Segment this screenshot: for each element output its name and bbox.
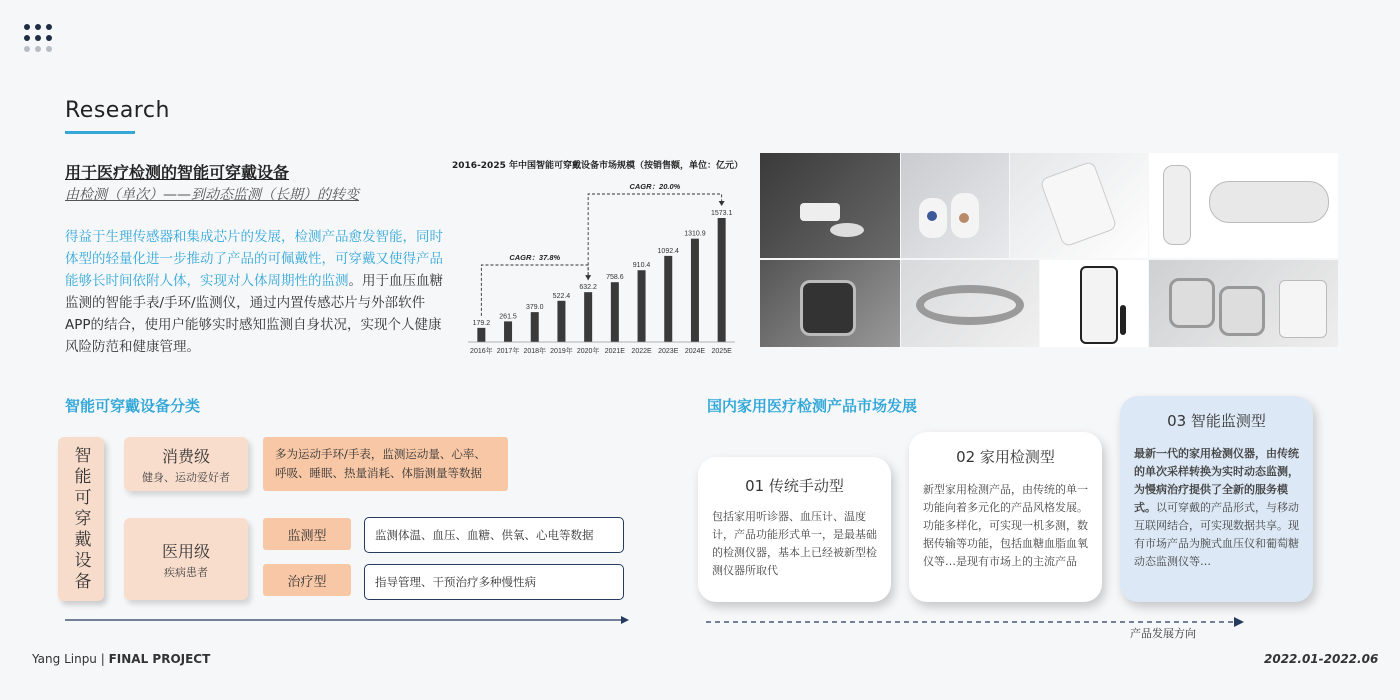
treatment-type-desc-box — [364, 564, 624, 600]
chart-value-label: 379.0 — [525, 304, 544, 312]
treatment-type-tag — [263, 564, 351, 596]
consumer-desc: 多为运动手环/手表，监测运动量、心率、呼吸、睡眠、热量消耗、体脂测量等数据 — [275, 447, 486, 480]
intro-subtitle: 由检测（单次）——到动态监测（长期）的转变 — [65, 187, 359, 203]
chart-bar — [611, 282, 619, 342]
market-heading: 国内家用医疗检测产品市场发展 — [707, 397, 918, 415]
chart-value-label: 632.2 — [579, 284, 597, 292]
chart-bar — [664, 256, 672, 342]
chart-value-label: 758.6 — [606, 274, 624, 282]
monitor-type-tag — [263, 518, 351, 550]
medical-grade-title: 医用级 — [161, 541, 210, 561]
page-title: Research — [65, 98, 170, 123]
footer-date: 2022.01-2022.06 — [1264, 652, 1379, 666]
chart-title: 2016-2025 年中国智能可穿戴设备市场规模（按销售额，单位：亿元） — [452, 161, 743, 171]
medical-grade-sub: 疾病患者 — [164, 565, 208, 579]
intro-highlight: 得益于生理传感器和集成芯片的发展，检测产品愈发智能，同时体型的轻量化进一步推动了产品的可佩戴性，可穿戴又使得产品能够长时间依附人体，实现对人体周期性的监测 — [65, 229, 443, 289]
chart-bar — [477, 328, 485, 342]
chart-bar — [584, 292, 592, 342]
chart-tick-label: 2018年 — [523, 348, 547, 355]
intro-rest: 。用于血压血糖监测的智能手表/手环/监测仪，通过内置传感芯片与外部软件APP的结合，使用户能够实时感知监测自身状况，实现个人健康风险防范和健康管理。 — [65, 273, 443, 355]
consumer-grade-box — [124, 437, 248, 491]
footer-credit: Yang Linpu | FINAL PROJECT — [32, 652, 211, 666]
chart-value-label: 179.2 — [472, 319, 491, 327]
market-card-1 — [698, 457, 891, 602]
chart-value-label: 1573.1 — [710, 210, 733, 218]
title-underline — [65, 131, 135, 134]
chart-value-label: 1310.9 — [684, 230, 706, 238]
chart-svg — [450, 158, 745, 358]
photo-headband — [901, 260, 1039, 347]
photo-phone-app — [1040, 260, 1148, 347]
product-photo-grid — [760, 153, 1338, 347]
market-card-1-title: 01 传统手动型 — [745, 477, 844, 495]
footer-project: FINAL PROJECT — [108, 652, 211, 666]
chart-bar — [638, 270, 646, 342]
monitor-type-label: 监测型 — [287, 528, 327, 544]
market-card-3 — [1120, 396, 1313, 602]
chart-bar — [531, 312, 539, 342]
photo-smartwatch-closeup — [760, 260, 900, 347]
chart-value-label: 522.4 — [552, 292, 571, 300]
chart-tick-label: 2019年 — [550, 348, 573, 355]
classification-heading: 智能可穿戴设备分类 — [65, 397, 201, 415]
market-card-3-body-wrap — [1134, 445, 1299, 571]
chart-cagr-label: CAGR：20.0% — [629, 182, 681, 191]
monitor-type-desc-box — [364, 517, 624, 553]
treatment-type-desc: 指导管理、干预治疗多种慢性病 — [375, 575, 536, 589]
chart-tick-label: 2025E — [711, 348, 732, 355]
photo-handheld-monitor — [1010, 153, 1148, 258]
photo-sensor-device — [760, 153, 900, 258]
chart-tick-label: 2016年 — [470, 348, 493, 355]
photo-eye-massager — [1149, 153, 1338, 258]
photo-smartwatch-pair — [1149, 260, 1338, 347]
chart-tick-label: 2017年 — [496, 348, 520, 355]
chart-bar — [691, 239, 699, 342]
monitor-type-desc: 监测体温、血压、血糖、供氧、心电等数据 — [375, 528, 594, 542]
classification-arrow — [65, 612, 635, 628]
intro-paragraph — [65, 226, 445, 358]
market-card-2-body: 新型家用检测产品，由传统的单一功能向着多元化的产品风格发展。功能多样化，可实现一机多测，数据传输等功能，包括血糖血脂血氧仪等…是现有市场上的主流产品 — [923, 483, 1088, 568]
wearable-root-box — [58, 437, 104, 601]
chart-tick-label: 2023E — [658, 348, 679, 355]
consumer-grade-sub: 健身、运动爱好者 — [142, 470, 230, 484]
chart-cagr-label: CAGR：37.8% — [509, 253, 561, 262]
treatment-type-label: 治疗型 — [287, 574, 327, 590]
menu-dots-icon[interactable] — [24, 24, 54, 54]
market-card-1-body: 包括家用听诊器、血压计、温度计，产品功能形式单一，是最基础的检测仪器，基本上已经被新型检测仪器所取代 — [712, 510, 877, 577]
chart-tick-label: 2022E — [631, 348, 652, 355]
footer-name: Yang Linpu — [32, 652, 97, 666]
development-arrow-label: 产品发展方向 — [1130, 627, 1196, 640]
consumer-desc-box — [263, 437, 508, 491]
intro-title: 用于医疗检测的智能可穿戴设备 — [65, 163, 290, 182]
chart-value-label: 261.5 — [499, 313, 517, 321]
consumer-grade-title: 消费级 — [161, 446, 210, 466]
market-card-3-body-bold: 最新一代的家用检测仪器，由传统的单次采样转换为实时动态监测，为慢病治疗提供了全新的服务模式。 — [1134, 447, 1299, 514]
chart-cagr-arrowhead — [719, 201, 725, 206]
market-card-3-title: 03 智能监测型 — [1167, 412, 1266, 430]
market-card-2 — [909, 432, 1102, 602]
chart-bar — [718, 218, 726, 342]
market-card-2-title: 02 家用检测型 — [956, 448, 1055, 466]
wearable-root-label: 智能可穿戴设备 — [70, 445, 91, 593]
photo-patch-device — [901, 153, 1009, 258]
chart-tick-label: 2020年 — [576, 348, 600, 355]
chart-value-label: 1092.4 — [657, 247, 679, 255]
chart-bar — [504, 321, 512, 342]
chart-tick-label: 2024E — [684, 348, 706, 355]
chart-bar — [557, 301, 565, 342]
market-size-chart — [450, 158, 745, 358]
market-card-3-body: 以可穿戴的产品形式，与移动互联网结合，可实现数据共享。现有市场产品为腕式血压仪和葡萄糖动态监测仪等… — [1134, 501, 1299, 568]
chart-value-label: 910.4 — [632, 262, 651, 270]
medical-grade-box — [124, 518, 248, 600]
chart-tick-label: 2021E — [604, 348, 625, 355]
